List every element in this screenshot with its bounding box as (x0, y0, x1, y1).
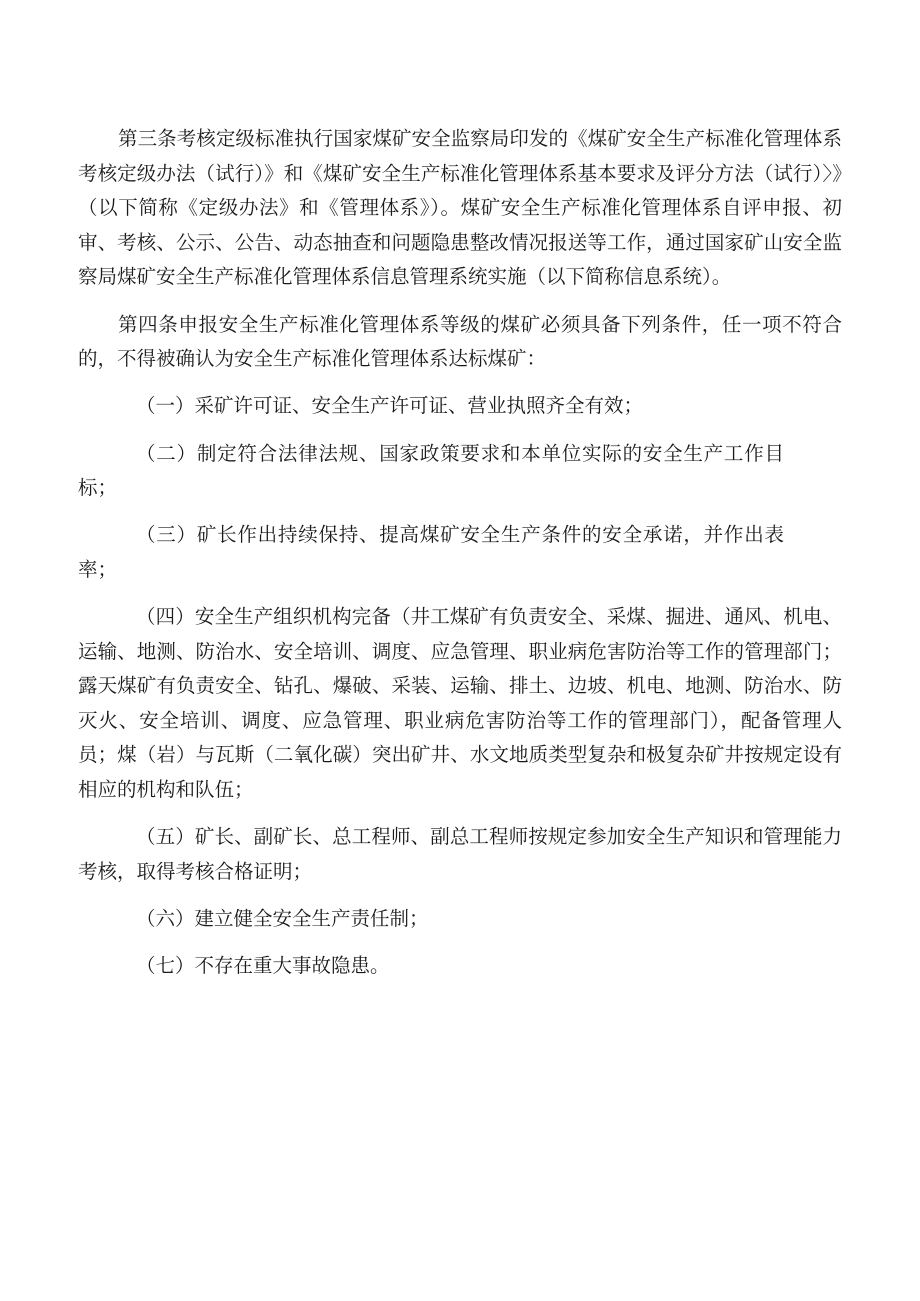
condition-item-5: （五）矿长、副矿长、总工程师、副总工程师按规定参加安全生产知识和管理能力考核，取得考核合格证明； (78, 825, 842, 883)
document-body (78, 122, 842, 996)
condition-item-1: （一）采矿许可证、安全生产许可证、营业执照齐全有效； (136, 394, 644, 418)
condition-item-4: （四）安全生产组织机构完备（井工煤矿有负责安全、采煤、掘进、通风、机电、运输、地测、防治水、安全培训、调度、应急管理、职业病危害防治等工作的管理部门；露天煤矿有负责安全、钻孔、爆破、采装、运输、排土、边坡、机电、地测、防治水、防灭火、安全培训、调度、应急管理、职业病危害防治等工作的管理部门），配备管理人员；煤（岩）与瓦斯（二氧化碳）突出矿井、水文地质类型复杂和极复杂矿井按规定设有相应的机构和队伍； (78, 605, 842, 802)
condition-item-6: （六）建立健全安全生产责任制； (136, 907, 429, 931)
article-4-paragraph: 第四条申报安全生产标准化管理体系等级的煤矿必须具备下列条件，任一项不符合的，不得被确认为安全生产标准化管理体系达标煤矿： (78, 312, 842, 371)
condition-item-7: （七）不存在重大事故隐患。 (136, 954, 390, 978)
condition-item-2: （二）制定符合法律法规、国家政策要求和本单位实际的安全生产工作目标； (78, 441, 784, 500)
article-3-paragraph: 第三条考核定级标准执行国家煤矿安全监察局印发的《煤矿安全生产标准化管理体系考核定级办法（试行）》和《煤矿安全生产标准化管理体系基本要求及评分方法（试行）〉》（以下简称《定级办法》和《管理体系》）。煤矿安全生产标准化管理体系自评申报、初审、考核、公示、公告、动态抽查和问题隐患整改情况报送等工作，通过国家矿山安全监察局煤矿安全生产标准化管理体系信息管理系统实施（以下简称信息系统）。 (78, 127, 842, 289)
condition-item-3: （三）矿长作出持续保持、提高煤矿安全生产条件的安全承诺，并作出表率； (78, 523, 784, 581)
